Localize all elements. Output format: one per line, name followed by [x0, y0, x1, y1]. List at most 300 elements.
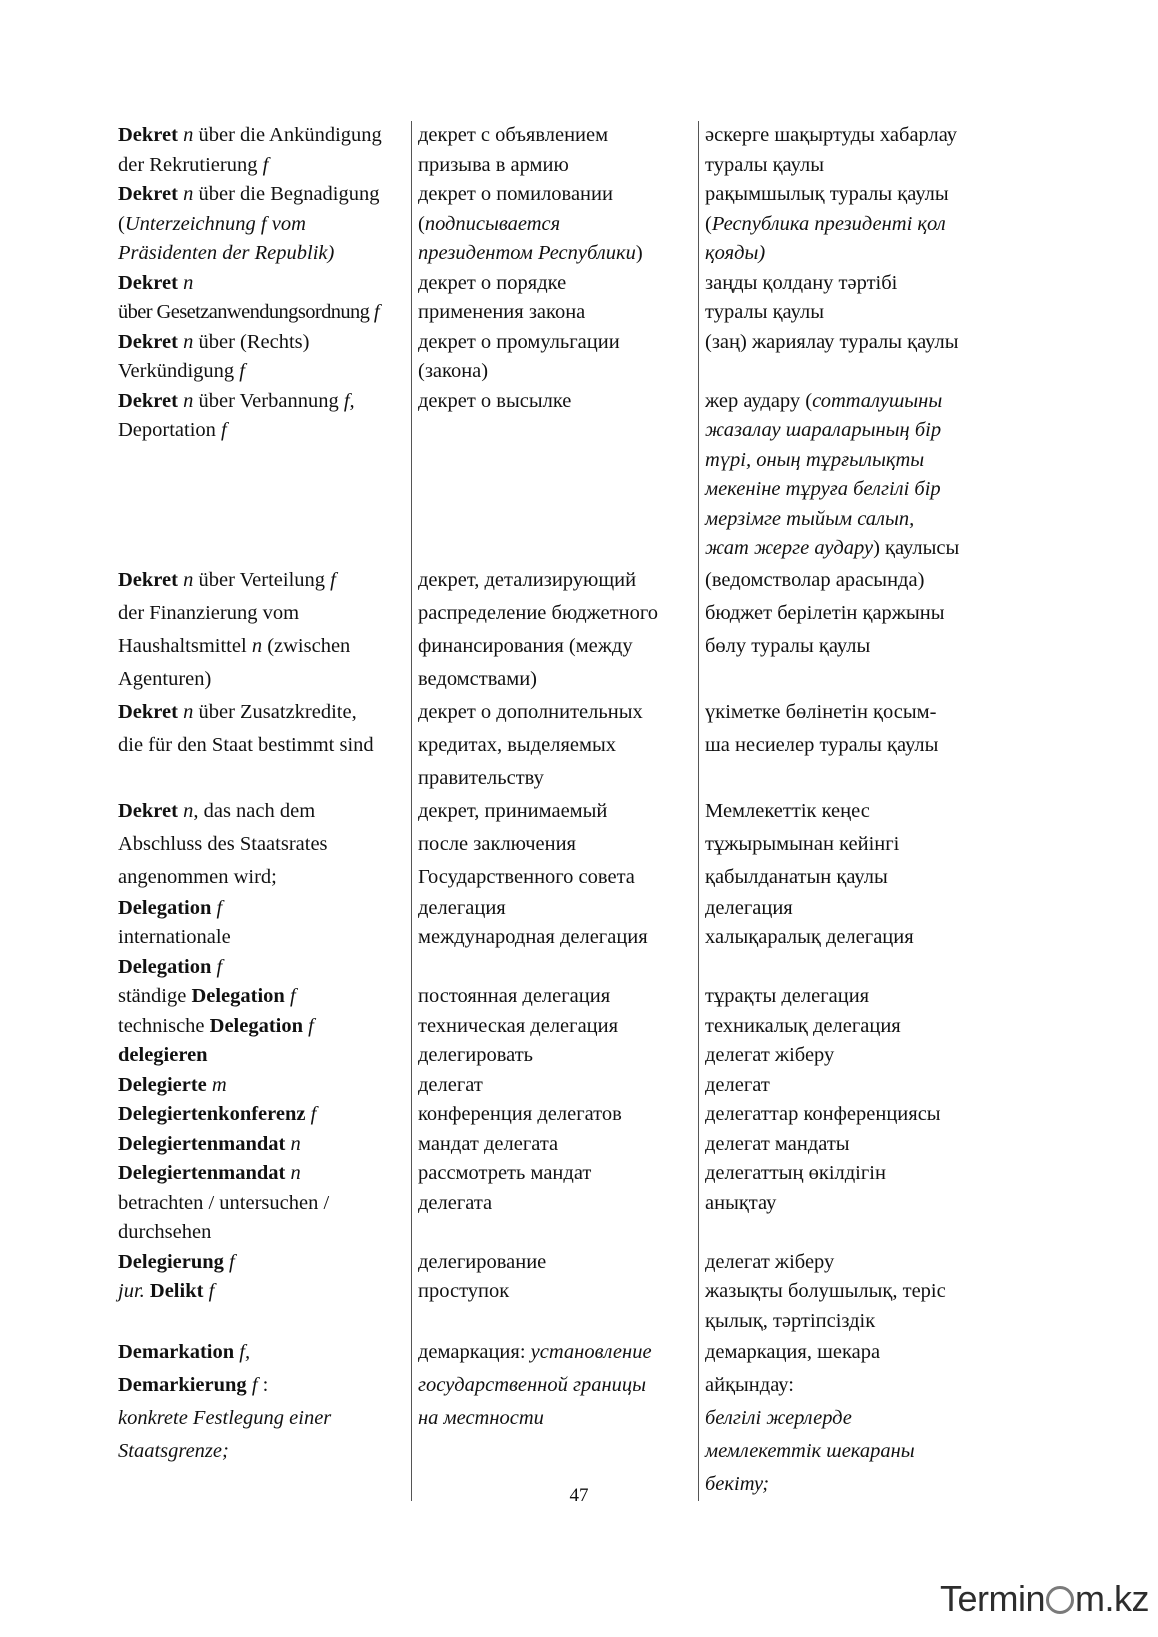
text-segment: f [221, 419, 227, 441]
page-number: 47 [569, 1485, 589, 1506]
text-segment: internationale [118, 926, 231, 948]
text-segment: über Zusatzkredite, [193, 700, 357, 723]
text-line [118, 1435, 405, 1468]
text-segment: ) қаулысы [873, 537, 960, 559]
text-line [118, 1071, 405, 1101]
text-segment: f [216, 955, 223, 978]
text-segment: делегат жіберу [705, 1044, 835, 1066]
text-segment: Demarkierung [118, 1374, 247, 1396]
dictionary-table [118, 121, 1018, 1501]
text-line [418, 151, 698, 181]
text-line [118, 982, 405, 1012]
text-line [118, 1336, 405, 1369]
text-line [418, 1369, 698, 1402]
text-segment: анықтау [705, 1191, 777, 1214]
german-term [118, 894, 411, 924]
text-segment: Государственного совета [418, 865, 635, 888]
kazakh-translation [698, 121, 1018, 180]
text-segment: (ведомстволар арасында) [705, 568, 925, 591]
text-segment: ständige [118, 985, 192, 1007]
russian-translation [411, 387, 698, 564]
text-line [118, 180, 405, 210]
text-segment: ) [635, 242, 643, 264]
german-term [118, 269, 411, 328]
text-line [705, 729, 1018, 762]
text-segment: m [211, 1073, 227, 1096]
text-segment: n [251, 634, 263, 657]
text-line [118, 298, 405, 328]
text-line [705, 1100, 1018, 1130]
text-segment: angenommen wird; [118, 865, 277, 888]
text-line [418, 387, 698, 417]
text-segment: тұрақты делегация [705, 985, 870, 1007]
kazakh-translation [698, 1071, 1018, 1101]
text-segment: delegieren [118, 1044, 208, 1066]
text-segment: делегат жіберу [705, 1250, 835, 1273]
text-line [705, 1402, 1018, 1435]
kazakh-translation [698, 1277, 1018, 1336]
text-line [118, 1159, 405, 1189]
text-segment: рассмотреть мандат [418, 1162, 592, 1184]
text-segment: Präsidenten der Republik) [118, 242, 335, 264]
text-segment: распределение бюджетного [418, 601, 658, 624]
text-line [705, 446, 1018, 476]
text-segment: n [183, 568, 194, 591]
text-segment: Delegierte [118, 1073, 207, 1096]
kazakh-translation [698, 1130, 1018, 1160]
text-segment: делегировать [418, 1044, 534, 1066]
text-line [705, 387, 1018, 417]
text-segment: делегата [418, 1191, 493, 1214]
text-line [118, 1277, 405, 1307]
text-line [118, 416, 405, 446]
text-line [118, 1012, 405, 1042]
text-segment: президентом Республики [418, 242, 636, 264]
text-line [705, 475, 1018, 505]
text-segment: Delegation [191, 985, 285, 1007]
text-segment: мекеніне тұруға белгілі бір [705, 478, 941, 500]
russian-translation [411, 1277, 698, 1336]
german-term [118, 982, 411, 1012]
text-segment: Dekret [118, 271, 178, 294]
text-segment: делегат [418, 1073, 483, 1096]
text-line [418, 1071, 698, 1101]
text-segment: n [183, 330, 194, 353]
text-line [705, 1159, 1018, 1189]
dictionary-entry [118, 269, 1018, 328]
text-segment: Delegation [118, 955, 212, 978]
kazakh-translation [698, 1159, 1018, 1248]
russian-translation [411, 328, 698, 387]
text-segment: декрет с объявлением [418, 124, 609, 146]
text-segment: betrachten / untersuchen / [118, 1191, 330, 1214]
russian-translation [411, 795, 698, 894]
text-segment: f [308, 1014, 314, 1037]
text-line [118, 894, 405, 924]
text-segment: f [330, 568, 336, 591]
text-segment: n [290, 1162, 301, 1184]
text-line [418, 328, 698, 358]
russian-translation [411, 1159, 698, 1248]
text-segment: f [373, 301, 380, 323]
text-segment: über die Begnadigung [193, 183, 380, 205]
text-segment: n [183, 271, 194, 294]
text-segment: декрет о промульгации [418, 330, 620, 353]
text-segment: ( [705, 212, 712, 235]
german-term [118, 1336, 411, 1501]
text-line [418, 1041, 698, 1071]
text-segment: Haushaltsmittel [118, 634, 252, 657]
text-segment: f [262, 153, 269, 176]
text-line [418, 1130, 698, 1160]
dictionary-entry [118, 1012, 1018, 1042]
text-segment: Demarkation [118, 1341, 235, 1363]
text-line [705, 630, 1018, 663]
text-line [705, 1369, 1018, 1402]
text-line [418, 696, 698, 729]
kazakh-translation [698, 1336, 1018, 1501]
russian-translation [411, 1100, 698, 1130]
text-segment: n [183, 700, 194, 723]
russian-translation [411, 1012, 698, 1042]
text-segment: Мемлекеттік кеңес [705, 799, 870, 822]
text-segment: установление [530, 1341, 652, 1363]
text-line [118, 564, 405, 597]
text-segment: f [239, 360, 245, 382]
text-line [118, 828, 405, 861]
german-term [118, 1277, 411, 1336]
dictionary-entry [118, 1159, 1018, 1248]
text-segment: проступок [418, 1280, 510, 1302]
dictionary-entry [118, 894, 1018, 924]
dictionary-entry [118, 696, 1018, 795]
text-line [418, 795, 698, 828]
text-line [418, 630, 698, 663]
kazakh-translation [698, 1248, 1018, 1278]
text-segment: f [289, 985, 296, 1007]
text-line [418, 1336, 698, 1369]
german-term [118, 328, 411, 387]
text-line [118, 696, 405, 729]
text-line [705, 828, 1018, 861]
russian-translation [411, 1248, 698, 1278]
russian-translation [411, 564, 698, 696]
text-line [418, 1402, 698, 1435]
text-line [118, 729, 405, 762]
german-term [118, 923, 411, 982]
text-segment: мерзімге тыйым салып, [705, 507, 915, 530]
german-term [118, 696, 411, 795]
text-segment: постоянная делегация [418, 985, 611, 1007]
kazakh-translation [698, 328, 1018, 387]
text-line [418, 861, 698, 894]
text-segment: Delikt [149, 1280, 204, 1302]
kazakh-translation [698, 180, 1018, 269]
text-line [705, 180, 1018, 210]
russian-translation [411, 180, 698, 269]
dictionary-entry [118, 1336, 1018, 1501]
text-segment: jur. [118, 1280, 145, 1302]
text-line [705, 1041, 1018, 1071]
text-segment: после заключения [418, 832, 576, 855]
german-term [118, 1159, 411, 1248]
text-segment: über Gesetzanwendungsordnung [118, 301, 374, 323]
dictionary-entry [118, 1041, 1018, 1071]
russian-translation [411, 696, 698, 795]
text-segment: делегирование [418, 1250, 547, 1273]
text-segment: f [310, 1103, 317, 1125]
russian-translation [411, 269, 698, 328]
russian-translation [411, 121, 698, 180]
german-term [118, 387, 411, 564]
text-segment: Республика президенті қол [711, 212, 946, 235]
german-term [118, 1100, 411, 1130]
text-line [705, 1130, 1018, 1160]
text-line [118, 1218, 405, 1248]
text-line [705, 982, 1018, 1012]
text-line [118, 861, 405, 894]
german-term [118, 1012, 411, 1042]
text-segment: түрі, оның тұрғылықты [705, 448, 925, 471]
text-line [705, 1012, 1018, 1042]
text-segment: халықаралық делегация [705, 926, 914, 948]
text-segment: Agenturen) [118, 667, 212, 690]
text-segment: Delegiertenmandat [118, 1162, 286, 1184]
kazakh-translation [698, 696, 1018, 795]
german-term [118, 121, 411, 180]
text-segment: Delegierung [118, 1250, 224, 1273]
text-segment: technische [118, 1014, 210, 1037]
text-segment: призыва в армию [418, 153, 569, 176]
text-line [118, 357, 405, 387]
dictionary-entry [118, 923, 1018, 982]
kazakh-translation [698, 982, 1018, 1012]
text-segment: f, [239, 1341, 251, 1363]
text-line [418, 1277, 698, 1307]
dictionary-entry [118, 1071, 1018, 1101]
text-line [118, 151, 405, 181]
german-term [118, 795, 411, 894]
kazakh-translation [698, 795, 1018, 894]
text-segment: Delegation [209, 1014, 304, 1037]
text-segment: рақымшылық туралы қаулы [705, 183, 949, 205]
kazakh-translation [698, 564, 1018, 696]
text-segment: Delegation [118, 896, 212, 919]
russian-translation [411, 1041, 698, 1071]
text-line [705, 1189, 1018, 1219]
german-term [118, 564, 411, 696]
text-line [418, 828, 698, 861]
text-segment: делегаттар конференциясы [705, 1103, 941, 1125]
magnifier-icon [1046, 1586, 1074, 1614]
text-segment: государственной границы [418, 1374, 647, 1396]
text-line [418, 210, 698, 240]
text-segment: f [208, 1280, 215, 1302]
russian-translation [411, 1130, 698, 1160]
text-segment: ведомствами) [418, 667, 537, 690]
text-line [118, 923, 405, 953]
text-segment: (заң) жариялау туралы қаулы [705, 330, 959, 353]
text-segment: делегаттың өкілдігін [705, 1162, 886, 1184]
german-term [118, 1041, 411, 1071]
russian-translation [411, 894, 698, 924]
russian-translation [411, 1336, 698, 1501]
text-segment: қылық, тәртіпсіздік [705, 1309, 876, 1332]
text-segment: бөлу туралы қаулы [705, 634, 871, 657]
text-segment: туралы қаулы [705, 153, 824, 176]
text-segment: подписывается [424, 212, 561, 235]
text-line [705, 861, 1018, 894]
text-segment: декрет, принимаемый [418, 799, 608, 822]
kazakh-translation [698, 387, 1018, 564]
text-line [118, 1041, 405, 1071]
text-segment: правительству [418, 766, 544, 789]
text-segment: der Finanzierung vom [118, 601, 300, 624]
text-line [118, 795, 405, 828]
dictionary-entry [118, 1277, 1018, 1336]
text-segment: der Rekrutierung [118, 153, 263, 176]
text-line [418, 1100, 698, 1130]
text-segment: жер аудару ( [705, 389, 813, 412]
text-line [705, 1336, 1018, 1369]
text-line [705, 894, 1018, 924]
german-term [118, 1248, 411, 1278]
text-line [705, 1248, 1018, 1278]
text-segment: техникалық делегация [705, 1014, 901, 1037]
text-line [705, 298, 1018, 328]
kazakh-translation [698, 923, 1018, 982]
text-segment: Dekret [118, 124, 178, 146]
text-line [705, 696, 1018, 729]
text-segment: f, [343, 389, 355, 412]
text-segment: Staatsgrenze; [118, 1440, 229, 1462]
kazakh-translation [698, 1041, 1018, 1071]
text-segment: über Verbannung [193, 389, 344, 412]
text-segment: f [251, 1374, 258, 1396]
text-line [705, 564, 1018, 597]
text-segment: die für den Staat bestimmt sind [118, 733, 374, 756]
text-segment: заңды қолдану тәртібі [705, 271, 898, 294]
russian-translation [411, 1071, 698, 1101]
text-segment: делегат [705, 1073, 770, 1096]
watermark-text: Termin m.kz [940, 1578, 1150, 1619]
text-segment: f [229, 1250, 235, 1273]
text-segment: n [183, 183, 194, 205]
text-segment: бюджет берілетін қаржыны [705, 601, 945, 624]
text-line [705, 1277, 1018, 1307]
text-segment: Deportation [118, 419, 222, 441]
text-line [118, 269, 405, 299]
text-line [418, 894, 698, 924]
text-line [705, 121, 1018, 151]
text-line [705, 239, 1018, 269]
text-segment: Dekret [118, 330, 178, 353]
text-segment: жат жерге аудару [705, 537, 874, 559]
text-segment: ( [118, 212, 125, 235]
russian-translation [411, 982, 698, 1012]
text-segment: демаркация, шекара [705, 1341, 881, 1363]
text-line [118, 121, 405, 151]
text-segment: über Verteilung [193, 568, 331, 591]
text-segment: Dekret [118, 568, 178, 591]
text-segment: durchsehen [118, 1221, 212, 1243]
text-line [705, 534, 1018, 564]
text-segment: (zwischen [262, 634, 351, 657]
text-segment: : [257, 1374, 269, 1396]
text-line [705, 151, 1018, 181]
text-segment: n [183, 799, 194, 822]
text-segment: жазықты болушылық, теріс [705, 1280, 946, 1302]
text-line [418, 1159, 698, 1189]
text-segment: über (Rechts) [193, 330, 310, 353]
text-line [705, 1435, 1018, 1468]
text-line [118, 210, 405, 240]
kazakh-translation [698, 894, 1018, 924]
text-segment: декрет о высылке [418, 389, 572, 412]
kazakh-translation [698, 1100, 1018, 1130]
text-line [705, 210, 1018, 240]
german-term [118, 1071, 411, 1101]
dictionary-entry [118, 121, 1018, 180]
text-segment: Abschluss des Staatsrates [118, 832, 328, 855]
text-line [118, 387, 405, 417]
text-line [418, 982, 698, 1012]
text-line [418, 729, 698, 762]
text-line [418, 597, 698, 630]
text-segment: n [183, 124, 194, 146]
text-line [118, 630, 405, 663]
text-line [705, 269, 1018, 299]
text-line [705, 416, 1018, 446]
text-segment: мемлекеттік шекараны [705, 1440, 915, 1462]
text-segment: (закона) [418, 360, 489, 382]
text-segment: жазалау шараларының бір [705, 419, 942, 441]
text-segment: декрет о порядке [418, 271, 567, 294]
text-segment: демаркация: [418, 1341, 531, 1363]
text-line [118, 328, 405, 358]
text-line [418, 357, 698, 387]
text-line [418, 923, 698, 953]
text-line [418, 663, 698, 696]
text-segment: тұжырымынан кейінгі [705, 832, 900, 855]
text-segment: декрет о дополнительных [418, 700, 643, 723]
text-line [118, 239, 405, 269]
russian-translation [411, 923, 698, 982]
text-line [118, 663, 405, 696]
text-segment: Delegiertenkonferenz [118, 1103, 306, 1125]
text-segment: , das nach dem [193, 799, 316, 822]
text-segment: Dekret [118, 799, 178, 822]
text-line [705, 597, 1018, 630]
dictionary-entry [118, 564, 1018, 696]
text-line [118, 1402, 405, 1435]
text-line [418, 298, 698, 328]
text-segment: финансирования (между [418, 634, 633, 657]
text-line [418, 1248, 698, 1278]
text-segment: айқындау: [705, 1374, 794, 1396]
text-segment: бекіту; [705, 1473, 770, 1495]
dictionary-entry [118, 1100, 1018, 1130]
text-line [118, 1248, 405, 1278]
text-line [418, 1189, 698, 1219]
text-segment: Dekret [118, 183, 178, 205]
text-segment: сотталушыны [812, 389, 943, 412]
text-line [118, 1130, 405, 1160]
text-segment: үкіметке бөлінетін қосым- [705, 700, 937, 723]
text-segment: конференция делегатов [418, 1103, 622, 1125]
dictionary-entry [118, 1130, 1018, 1160]
text-segment: über die Ankündigung [193, 124, 382, 146]
